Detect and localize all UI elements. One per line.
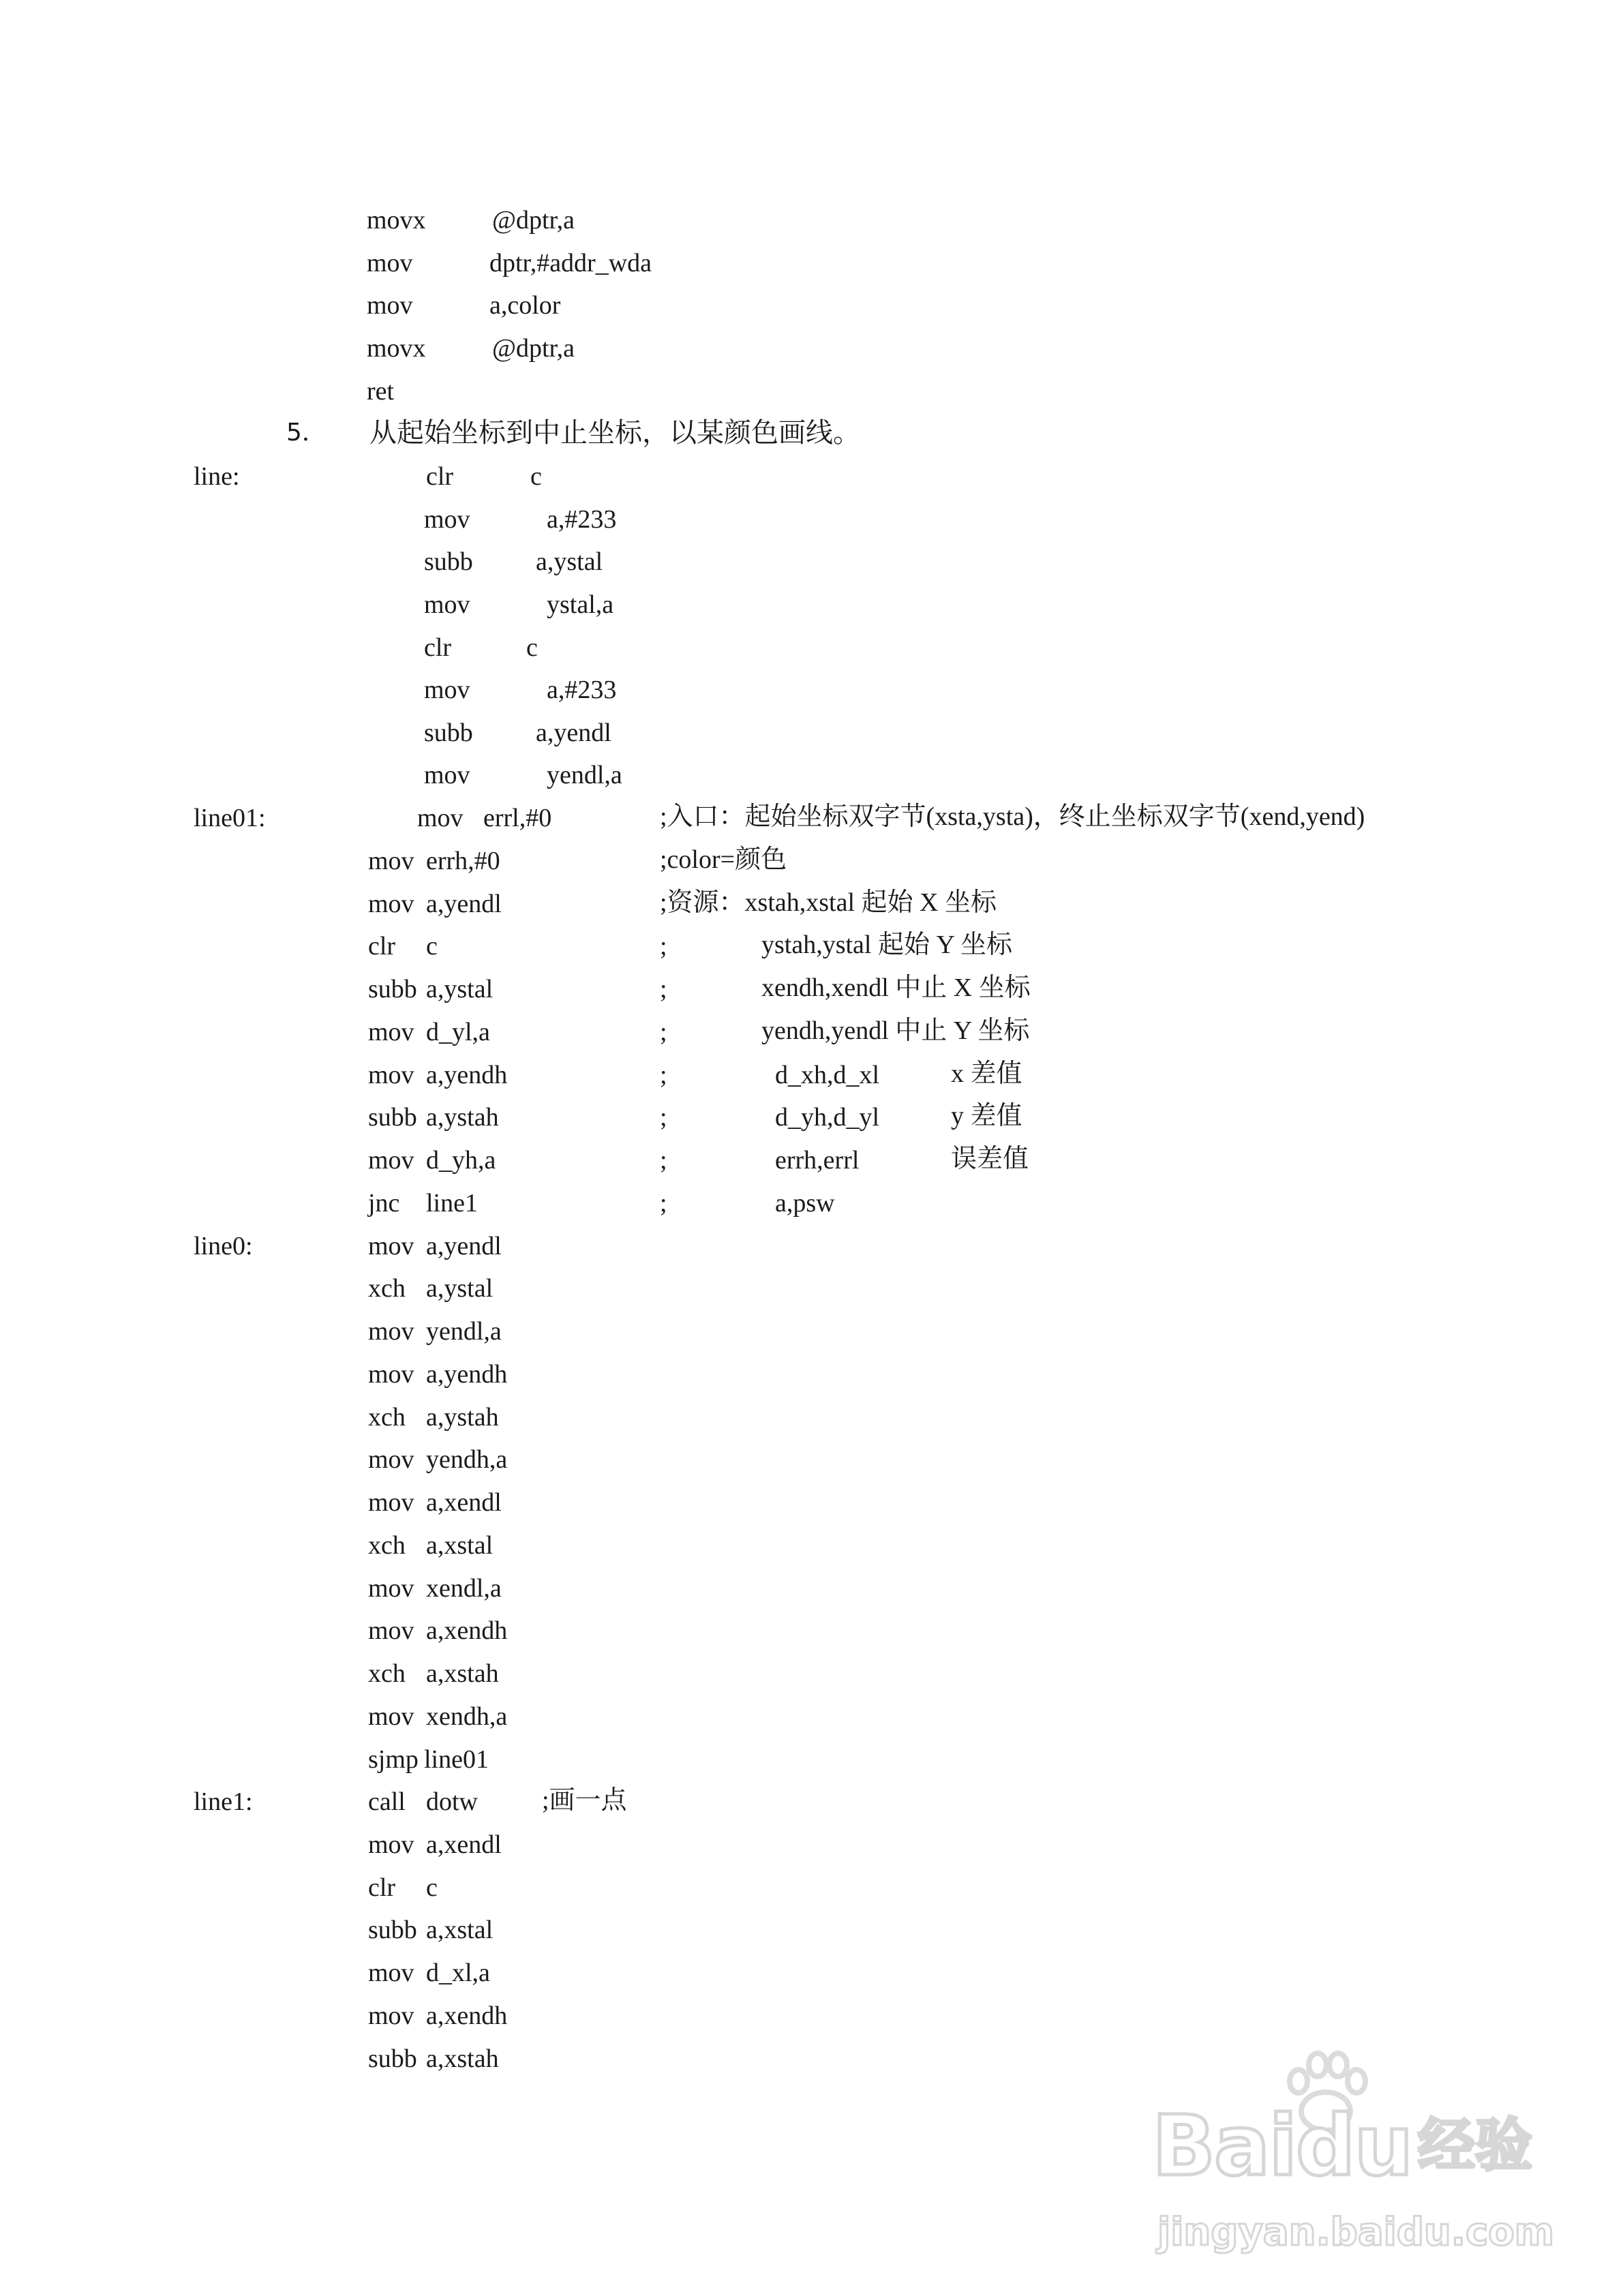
code-instr: mov — [367, 291, 413, 320]
code-comment: ; — [660, 1018, 667, 1046]
code-instr: mov — [368, 1830, 414, 1859]
code-instr: subb — [424, 547, 473, 576]
code-arg: c — [426, 932, 438, 961]
code-instr: subb — [368, 975, 417, 1003]
code-instr: clr — [426, 462, 454, 491]
code-arg: c — [526, 633, 538, 662]
code-arg: line1 — [426, 1189, 478, 1218]
code-arg: xendl,a — [426, 1574, 502, 1603]
code-arg: a,xendh — [426, 2002, 508, 2030]
code-arg: yendh,a — [426, 1445, 508, 1474]
code-instr: mov — [368, 1317, 414, 1346]
code-arg: a,yendh — [426, 1360, 508, 1389]
section-heading: 从起始坐标到中止坐标，以某颜色画线。 — [369, 417, 860, 449]
code-instr: xch — [368, 1659, 406, 1688]
code-arg: a,xstah — [426, 2044, 499, 2073]
code-arg: ystal,a — [547, 590, 614, 619]
code-instr: mov — [368, 1061, 414, 1089]
code-arg: line01 — [424, 1745, 489, 1774]
code-instr: subb — [368, 2044, 417, 2073]
code-arg: @dptr,a — [492, 334, 575, 363]
code-arg: dptr,#addr_wda — [489, 249, 652, 277]
code-instr: ret — [367, 377, 395, 406]
code-arg: a,xendl — [426, 1830, 502, 1859]
code-arg: d_yh,a — [426, 1146, 496, 1175]
code-arg: c — [530, 462, 542, 491]
code-instr: mov — [368, 1232, 414, 1260]
code-arg: a,ystah — [426, 1403, 499, 1432]
code-instr: mov — [368, 1616, 414, 1645]
code-instr: clr — [368, 1873, 396, 1902]
code-comment: ; — [660, 1146, 667, 1175]
resource-note: d_yh,d_yl — [775, 1103, 880, 1132]
code-instr: mov — [368, 1702, 414, 1731]
code-instr: xch — [368, 1274, 406, 1303]
code-arg: a,xendl — [426, 1488, 502, 1517]
resource-note: x 差值 — [951, 1059, 1022, 1088]
code-instr: mov — [368, 1018, 414, 1046]
code-arg: c — [426, 1873, 438, 1902]
code-arg: a,ystah — [426, 1103, 499, 1132]
code-arg: errl,#0 — [483, 804, 552, 832]
code-instr: mov — [368, 1146, 414, 1175]
code-arg: a,yendh — [426, 1061, 508, 1089]
code-instr: xch — [368, 1531, 406, 1560]
code-instr: subb — [424, 719, 473, 747]
code-comment: ;画一点 — [542, 1786, 627, 1815]
code-instr: subb — [368, 1103, 417, 1132]
code-instr: clr — [424, 633, 452, 662]
resource-note: 误差值 — [951, 1145, 1029, 1173]
code-comment: ; — [660, 1103, 667, 1132]
code-comment: ;入口：起始坐标双字节(xsta,ysta)，终止坐标双字节(xend,yend) — [660, 802, 1365, 831]
watermark-brand: Baidu — [1152, 2098, 1412, 2194]
code-arg: a,#233 — [547, 676, 617, 704]
code-instr: mov — [368, 890, 414, 918]
code-instr: mov — [424, 505, 470, 534]
code-arg: a,ystal — [536, 547, 603, 576]
code-instr: mov — [368, 1574, 414, 1603]
code-arg: a,yendl — [426, 890, 502, 918]
code-arg: yendl,a — [426, 1317, 502, 1346]
code-comment: ; — [660, 1061, 667, 1089]
code-instr: jnc — [368, 1189, 400, 1218]
code-label: line01: — [194, 804, 266, 832]
code-arg: a,ystal — [426, 975, 494, 1003]
code-comment: ; — [660, 975, 667, 1003]
code-arg: a,xendh — [426, 1616, 508, 1645]
code-instr: movx — [367, 334, 426, 363]
code-arg: a,yendl — [426, 1232, 502, 1260]
code-label: line1: — [194, 1787, 253, 1816]
code-arg: xendh,a — [426, 1702, 508, 1731]
code-arg: d_xl,a — [426, 1959, 490, 1987]
code-instr: mov — [367, 249, 413, 277]
code-label: line: — [194, 462, 240, 491]
code-comment: ;color=颜色 — [660, 845, 787, 874]
resource-note: d_xh,d_xl — [775, 1061, 880, 1089]
code-instr: clr — [368, 932, 396, 961]
code-instr: xch — [368, 1403, 406, 1432]
code-instr: mov — [417, 804, 464, 832]
resource-note: yendh,yendl 中止 Y 坐标 — [761, 1016, 1030, 1045]
resource-note: a,psw — [775, 1189, 835, 1218]
code-arg: yendl,a — [547, 761, 622, 789]
code-arg: @dptr,a — [492, 206, 575, 235]
resource-note: xendh,xendl 中止 X 坐标 — [761, 973, 1031, 1002]
code-arg: a,#233 — [547, 505, 617, 534]
code-instr: mov — [368, 1959, 414, 1987]
section-number: 5． — [286, 419, 327, 447]
code-arg: a,ystal — [426, 1274, 494, 1303]
code-instr: mov — [368, 847, 414, 875]
code-label: line0: — [194, 1232, 253, 1260]
code-arg: a,xstal — [426, 1531, 494, 1560]
code-instr: call — [368, 1787, 406, 1816]
resource-note: y 差值 — [951, 1102, 1022, 1130]
watermark-url: jingyan.baidu.com — [1157, 2210, 1555, 2254]
code-instr: movx — [367, 206, 426, 235]
watermark-suffix: 经验 — [1418, 2112, 1533, 2179]
code-arg: d_yl,a — [426, 1018, 490, 1046]
code-arg: errh,#0 — [426, 847, 500, 875]
code-arg: dotw — [426, 1787, 478, 1816]
code-instr: mov — [368, 2002, 414, 2030]
code-arg: a,xstal — [426, 1916, 494, 1944]
code-arg: a,yendl — [536, 719, 611, 747]
code-comment: ;资源：xstah,xstal 起始 X 坐标 — [660, 888, 997, 917]
baidu-jingyan-watermark — [1152, 2049, 1555, 2274]
code-instr: mov — [368, 1360, 414, 1389]
code-comment: ; — [660, 1189, 667, 1218]
code-instr: sjmp — [368, 1745, 419, 1774]
code-instr: mov — [424, 590, 470, 619]
resource-note: errh,errl — [775, 1146, 860, 1175]
resource-note: ystah,ystal 起始 Y 坐标 — [761, 931, 1013, 959]
code-instr: mov — [368, 1445, 414, 1474]
code-instr: mov — [424, 761, 470, 789]
code-instr: mov — [368, 1488, 414, 1517]
code-arg: a,xstah — [426, 1659, 499, 1688]
code-instr: mov — [424, 676, 470, 704]
code-arg: a,color — [489, 291, 561, 320]
code-comment: ; — [660, 932, 667, 961]
code-instr: subb — [368, 1916, 417, 1944]
